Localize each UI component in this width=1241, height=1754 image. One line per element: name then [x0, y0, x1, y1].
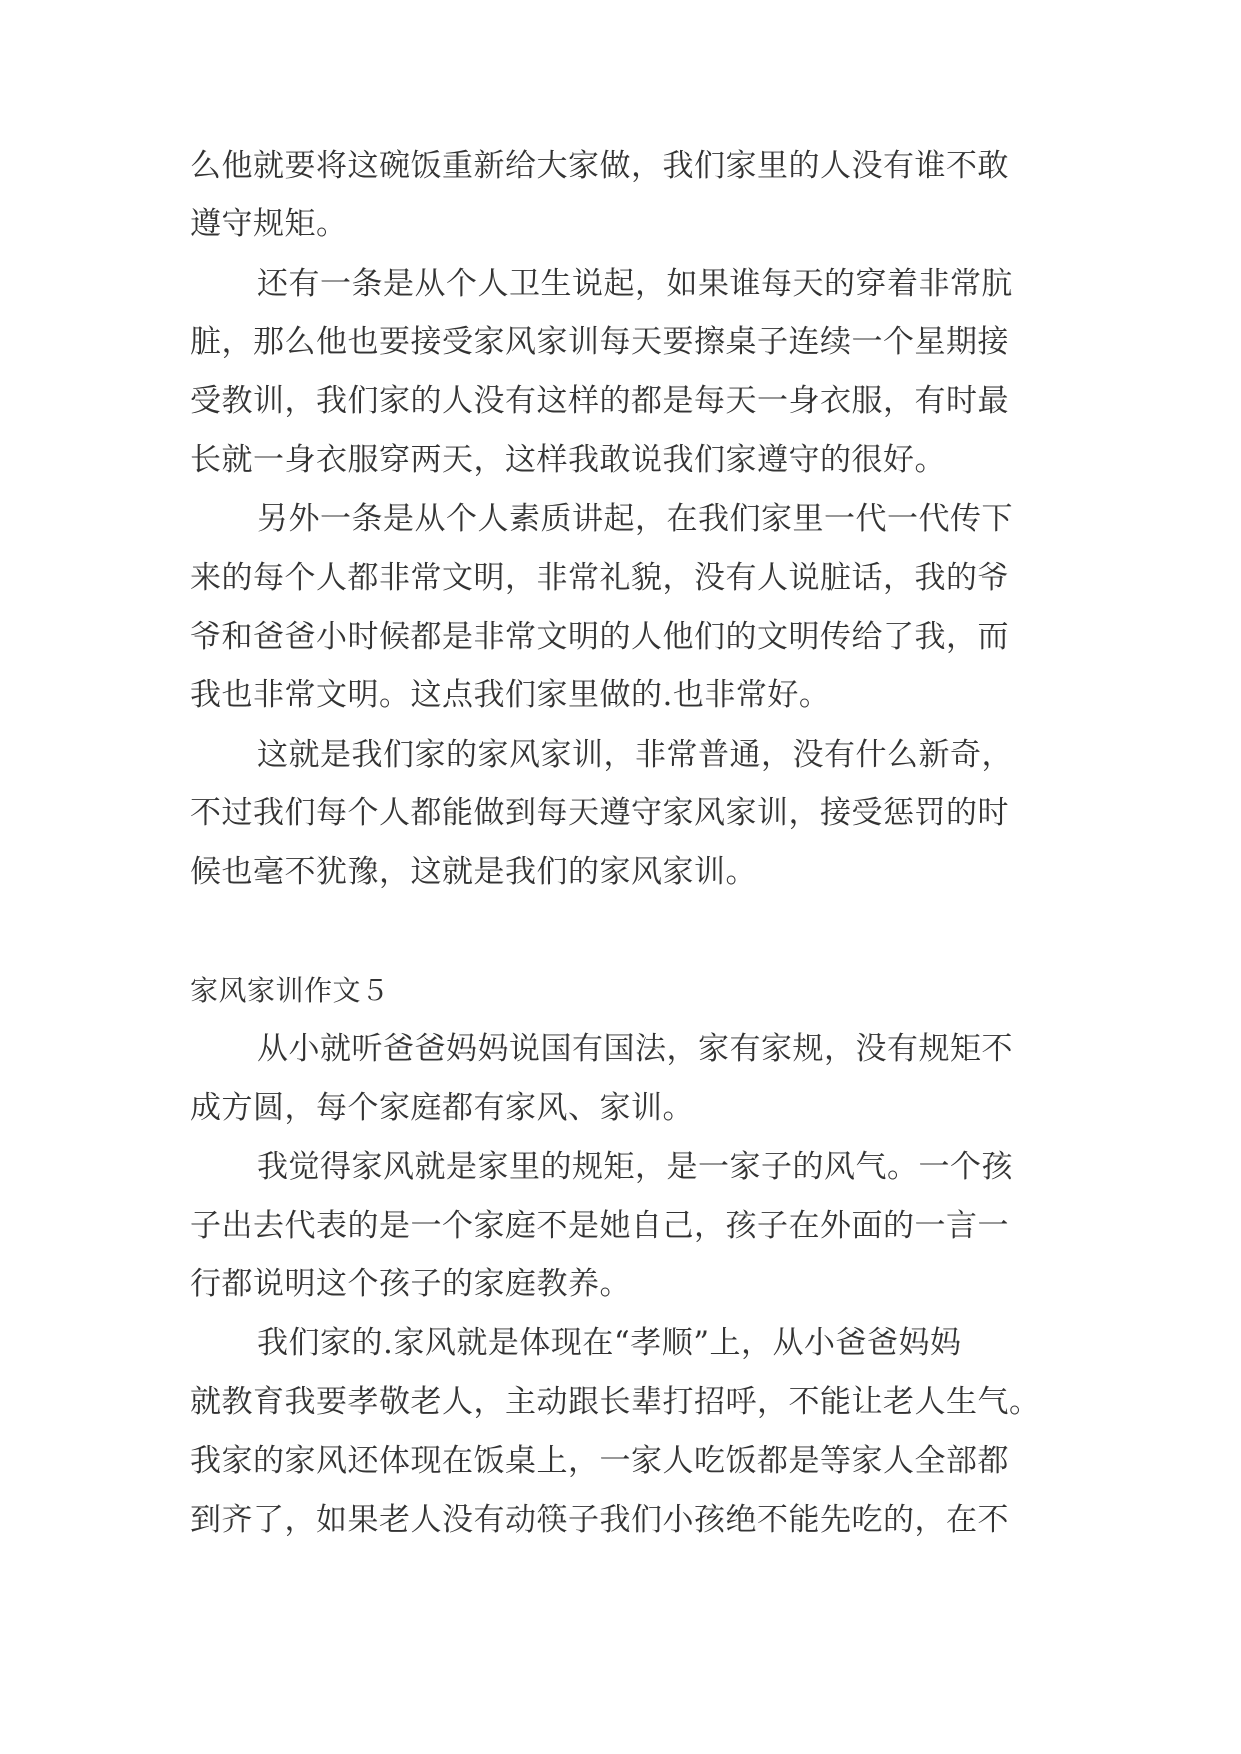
- text-line: 成方圆，每个家庭都有家风、家训。: [190, 1090, 694, 1126]
- paragraph-first-line: 另外一条是从个人素质讲起，在我们家里一代一代传下: [257, 501, 1013, 537]
- paragraph-first-line: 我们家的.家风就是体现在“孝顺”上，从小爸爸妈妈: [257, 1325, 962, 1361]
- text-line: 候也毫不犹豫，这就是我们的家风家训。: [190, 854, 757, 890]
- text-line: 子出去代表的是一个家庭不是她自己，孩子在外面的一言一: [190, 1208, 1009, 1244]
- text-line: 受教训，我们家的人没有这样的都是每天一身衣服，有时最: [190, 383, 1009, 419]
- text-line: 我也非常文明。这点我们家里做的.也非常好。: [190, 677, 831, 713]
- text-line: 不过我们每个人都能做到每天遵守家风家训，接受惩罚的时: [190, 795, 1009, 831]
- text-line: 就教育我要孝敬老人，主动跟长辈打招呼，不能让老人生气。: [190, 1384, 1041, 1420]
- text-line: 爷和爸爸小时候都是非常文明的人他们的文明传给了我，而: [190, 619, 1009, 655]
- text-line: 来的每个人都非常文明，非常礼貌，没有人说脏话，我的爷: [190, 560, 1009, 596]
- text-line: 脏，那么他也要接受家风家训每天要擦桌子连续一个星期接: [190, 324, 1009, 360]
- paragraph-first-line: 从小就听爸爸妈妈说国有国法，家有家规，没有规矩不: [257, 1031, 1013, 1067]
- text-line: 长就一身衣服穿两天，这样我敢说我们家遵守的很好。: [190, 442, 946, 478]
- section-heading: 家风家训作文５: [190, 974, 390, 1007]
- paragraph-first-line: 还有一条是从个人卫生说起，如果谁每天的穿着非常肮: [257, 266, 1013, 302]
- text-line: 遵守规矩。: [190, 206, 348, 242]
- text-line: 我家的家风还体现在饭桌上，一家人吃饭都是等家人全部都: [190, 1443, 1009, 1479]
- text-line: 到齐了，如果老人没有动筷子我们小孩绝不能先吃的，在不: [190, 1502, 1009, 1538]
- paragraph-first-line: 我觉得家风就是家里的规矩，是一家子的风气。一个孩: [257, 1149, 1013, 1185]
- text-line: 么他就要将这碗饭重新给大家做，我们家里的人没有谁不敢: [190, 148, 1009, 184]
- paragraph-first-line: 这就是我们家的家风家训，非常普通，没有什么新奇，: [257, 737, 1013, 773]
- text-line: 行都说明这个孩子的家庭教养。: [190, 1266, 631, 1302]
